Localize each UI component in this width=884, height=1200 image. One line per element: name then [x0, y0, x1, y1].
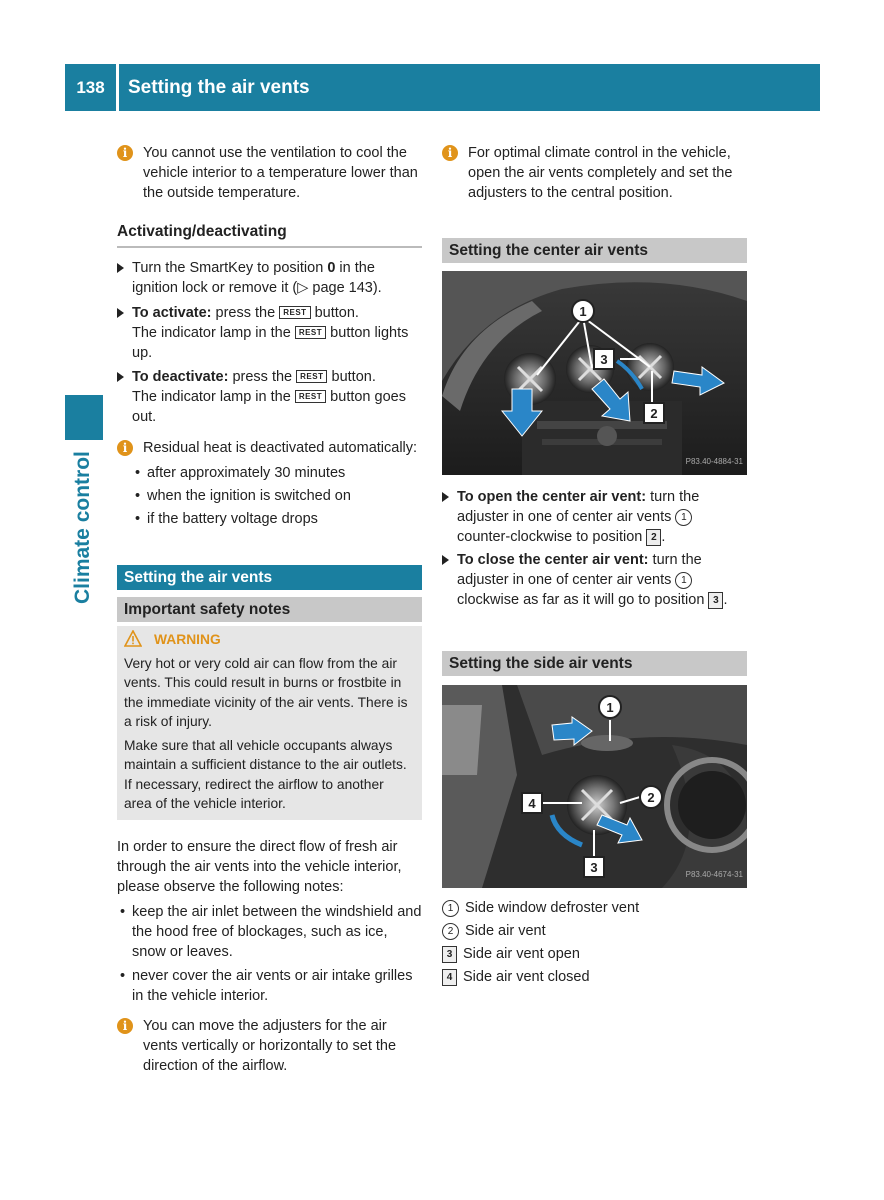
- callout-2: 2: [647, 790, 655, 805]
- legend-item: 1 Side window defroster vent: [442, 898, 748, 918]
- rest-key-icon: REST: [279, 306, 310, 319]
- left-column: [117, 143, 422, 1076]
- step-arrow-icon: [117, 372, 124, 382]
- info-text: You can move the adjusters for the air vents vertically or horizontally to set the direction of the airflow.: [143, 1017, 397, 1074]
- mark-1-icon: 1: [675, 572, 692, 589]
- position-label: 0: [327, 260, 336, 276]
- callout-4: 4: [528, 796, 536, 811]
- info-icon: i: [117, 440, 133, 456]
- list-item: • when the ignition is switched on: [135, 488, 351, 504]
- mark-3-icon: 3: [442, 946, 457, 963]
- activating-heading: Activating/deactivating: [117, 222, 422, 248]
- step-item: [117, 367, 422, 427]
- warning-box: [117, 626, 422, 820]
- step-text: The indicator lamp in the: [132, 389, 295, 405]
- step-arrow-icon: [117, 263, 124, 273]
- info-icon: i: [117, 145, 133, 161]
- step-item: [117, 258, 422, 298]
- step-arrow-icon: [117, 308, 124, 318]
- callout-1: 1: [606, 700, 614, 715]
- callout-3: 3: [600, 352, 608, 367]
- image-code: P83.40-4674-31: [685, 870, 743, 879]
- callout-2: 2: [650, 406, 658, 421]
- subsection-heading: Setting the side air vents: [442, 651, 747, 676]
- center-air-vents-image: [442, 271, 747, 475]
- info-text: You cannot use the ventilation to cool the vehicle interior to a temperature lower than the outside temperature.: [143, 145, 418, 201]
- warning-text: Make sure that all vehicle occupants always maintain a sufficient distance to the air outlets. If necessary, redirect the airflow to another area of the vehicle interior.: [124, 737, 407, 811]
- section-heading: Setting the air vents: [117, 565, 422, 590]
- mark-4-icon: 4: [442, 969, 457, 986]
- mark-2-icon: 2: [646, 529, 661, 546]
- subsection-heading: Important safety notes: [117, 597, 422, 622]
- center-steps: [442, 487, 748, 610]
- legend-item: 2 Side air vent: [442, 921, 748, 941]
- side-tab-label: Climate control: [71, 451, 94, 604]
- callout-3: 3: [590, 860, 598, 875]
- info-note: [117, 1016, 422, 1076]
- step-text: The indicator lamp in the: [132, 325, 295, 341]
- warning-text: Very hot or very cold air can flow from the air vents. This could result in burns or frostbite in the immediate vicinity of the air vents. There is a risk of injury.: [124, 655, 408, 729]
- rest-key-icon: REST: [295, 390, 326, 403]
- step-item: To close the center air vent: turn the adjuster in one of center air vents 1 clockwise as far as it will go to position 3 .: [442, 550, 748, 610]
- body-paragraph: In order to ensure the direct flow of fresh air through the air vents into the vehicle interior, please observe the following notes:: [117, 838, 402, 895]
- list-item: • never cover the air vents or air intake grilles in the vehicle interior.: [120, 967, 413, 1004]
- legend-item: 3 Side air vent open: [442, 944, 748, 964]
- list-item: • if the battery voltage drops: [135, 511, 318, 527]
- warning-icon: [124, 630, 142, 653]
- info-icon: i: [442, 145, 458, 161]
- warning-title: WARNING: [124, 630, 415, 650]
- step-item: [117, 303, 422, 363]
- bullet-list: [117, 463, 422, 529]
- subsection-heading: Setting the center air vents: [442, 238, 747, 263]
- page-title: Setting the air vents: [119, 64, 820, 111]
- step-text: press the: [211, 305, 280, 321]
- list-item: • keep the air inlet between the windshield and the hood free of blockages, such as ice, snow or leaves.: [120, 903, 422, 960]
- step-item: To open the center air vent: turn the adjuster in one of center air vents 1 counter-clockwise to position 2 .: [442, 487, 748, 547]
- step-text: Turn the SmartKey to position: [132, 260, 328, 276]
- info-note: [117, 438, 422, 458]
- step-arrow-icon: [442, 492, 449, 502]
- mark-1-icon: 1: [442, 900, 459, 917]
- info-text: Residual heat is deactivated automatically:: [143, 440, 418, 456]
- right-column: [442, 143, 748, 259]
- info-note: [442, 143, 748, 203]
- image-code: P83.40-4884-31: [685, 457, 743, 466]
- legend: [442, 895, 748, 987]
- step-text: press the: [228, 369, 297, 385]
- info-icon: i: [117, 1018, 133, 1034]
- info-text: For optimal climate control in the vehicle, open the air vents completely and set the adjusters to the central position.: [468, 145, 733, 201]
- mark-3-icon: 3: [708, 592, 723, 609]
- page-number: 138: [65, 64, 116, 111]
- info-note: [117, 143, 422, 203]
- step-label: To activate:: [132, 305, 212, 321]
- list-item: • after approximately 30 minutes: [135, 465, 346, 481]
- step-text: in the ignition lock or remove it (▷ page 143).: [132, 260, 382, 296]
- mark-2-icon: 2: [442, 923, 459, 940]
- callout-1: 1: [579, 304, 587, 319]
- side-air-vents-image: [442, 685, 747, 888]
- step-text: button.: [327, 369, 376, 385]
- rest-key-icon: REST: [295, 326, 326, 339]
- mark-1-icon: 1: [675, 509, 692, 526]
- rest-key-icon: REST: [296, 370, 327, 383]
- legend-item: 4 Side air vent closed: [442, 967, 748, 987]
- step-text: button goes out.: [132, 389, 406, 425]
- step-arrow-icon: [442, 555, 449, 565]
- step-text: button.: [310, 305, 359, 321]
- bullet-list: [117, 902, 422, 1006]
- step-label: To deactivate:: [132, 369, 229, 385]
- step-text: button lights up.: [132, 325, 409, 361]
